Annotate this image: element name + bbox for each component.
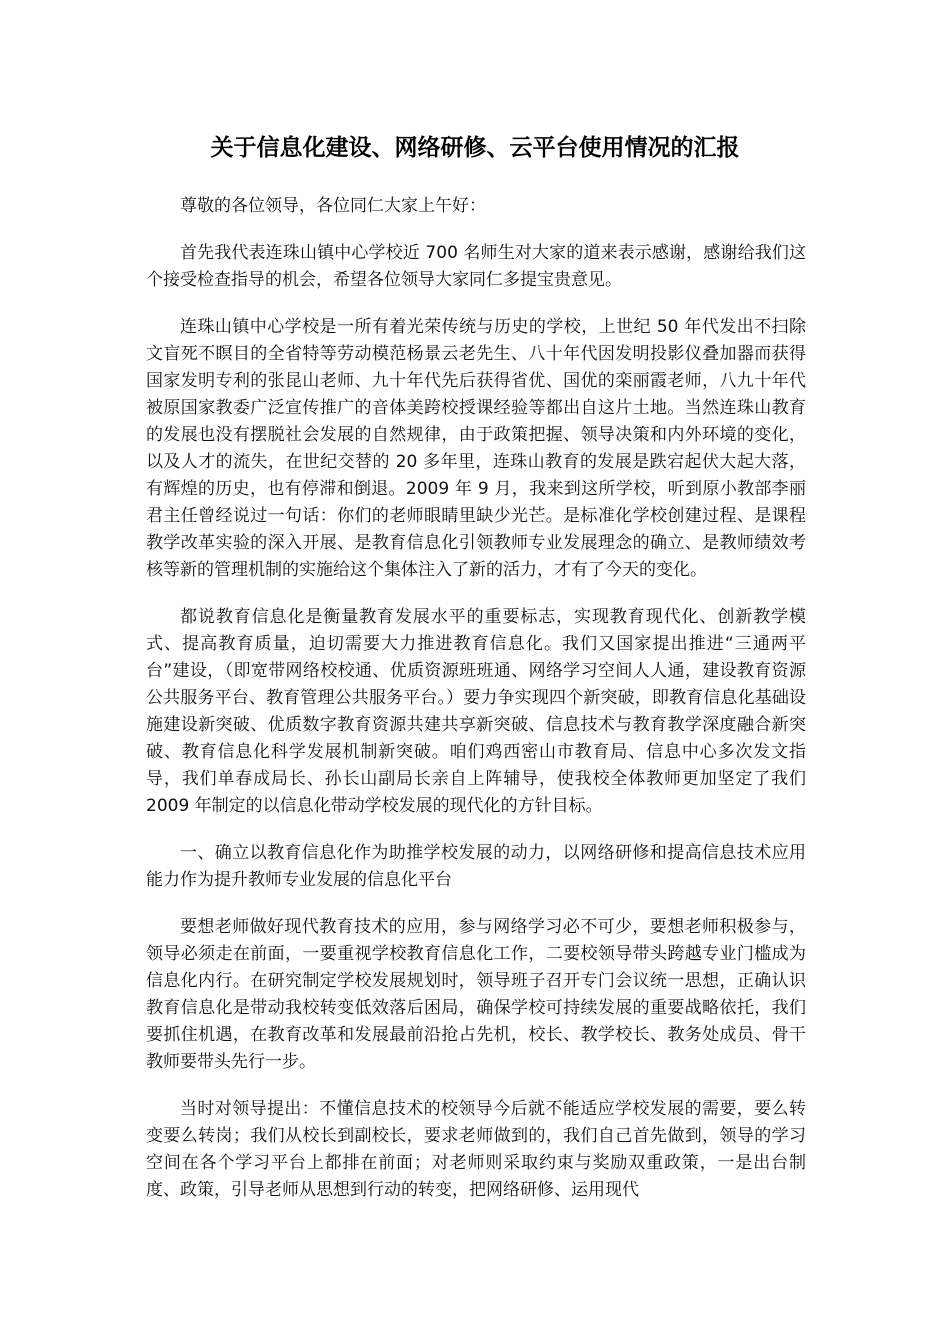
section-heading-1: 一、确立以教育信息化作为助推学校发展的动力，以网络研修和提高信息技术应用能力作为提升教师专业发展的信息化平台 — [146, 843, 806, 890]
leadership-paragraph: 要想老师做好现代教育技术的应用，参与网络学习必不可少，要想老师积极参与，领导必须走在前面，一要重视学校教育信息化工作，二要校领导带头跨越专业门槛成为信息化内行。在研究制定学校发展规划时，领导班子召开专门会议统一思想，正确认识教育信息化是带动我校转变低效落后困局，确保学校可持续发展的重要战略依托，我们要抓住机遇，在教育改革和发展最前沿抢占先机，校长、教学校长、教务处成员、骨干教师要带头先行一步。 — [146, 917, 806, 1072]
document-body — [146, 193, 806, 1224]
document-title: 关于信息化建设、网络研修、云平台使用情况的汇报 — [210, 135, 740, 161]
informatization-paragraph: 都说教育信息化是衡量教育发展水平的重要标志，实现教育现代化、创新教学模式、提高教育质量，迫切需要大力推进教育信息化。我们又国家提出推进“三通两平台”建设，（即宽带网络校校通、优质资源班班通、网络学习空间人人通，建设教育资源公共服务平台、教育管理公共服务平台。）要力争实现四个新突破，即教育信息化基础设施建设新突破、优质数字教育资源共建共享新突破、信息技术与教育教学深度融合新突破、教育信息化科学发展机制新突破。咱们鸡西密山市教育局、信息中心多次发文指导，我们单春成局长、孙长山副局长亲自上阵辅导，使我校全体教师更加坚定了我们 2009 年制定的以信息化带动学校发展的现代化的方针目标。 — [146, 607, 806, 816]
school-history-paragraph: 连珠山镇中心学校是一所有着光荣传统与历史的学校，上世纪 50 年代发出不扫除文盲死不瞑目的全省特等劳动模范杨景云老先生、八十年代因发明投影仪叠加器而获得国家发明专利的张昆山老师、九十年代先后获得省优、国优的栾丽霞老师，八九十年代被原国家教委广泛宣传推广的音体美跨校授课经验等都出自这片土地。当然连珠山教育的发展也没有摆脱社会发展的自然规律，由于政策把握、领导决策和内外环境的变化，以及人才的流失，在世纪交替的 20 多年里，连珠山教育的发展是跌宕起伏大起大落，有辉煌的历史，也有停滞和倒退。2009 年 9 月，我来到这所学校，听到原小教部李丽君主任曾经说过一句话：你们的老师眼睛里缺少光芒。是标准化学校创建过程、是课程教学改革实验的深入开展、是教育信息化引领教师专业发展理念的确立、是教师绩效考核等新的管理机制的实施给这个集体注入了新的活力，才有了今天的变化。 — [146, 317, 806, 580]
thanks-paragraph: 首先我代表连珠山镇中心学校近 700 名师生对大家的道来表示感谢，感谢给我们这个接受检查指导的机会，希望各位领导大家同仁多提宝贵意见。 — [146, 243, 806, 290]
greeting-paragraph: 尊敬的各位领导，各位同仁大家上午好： — [180, 196, 486, 216]
policy-paragraph: 当时对领导提出：不懂信息技术的校领导今后就不能适应学校发展的需要，要么转变要么转岗；我们从校长到副校长，要求老师做到的，我们自己首先做到，领导的学习空间在各个学习平台上都排在前面；对老师则采取约束与奖励双重政策，一是出台制度、政策，引导老师从思想到行动的转变，把网络研修、运用现代 — [146, 1099, 806, 1200]
